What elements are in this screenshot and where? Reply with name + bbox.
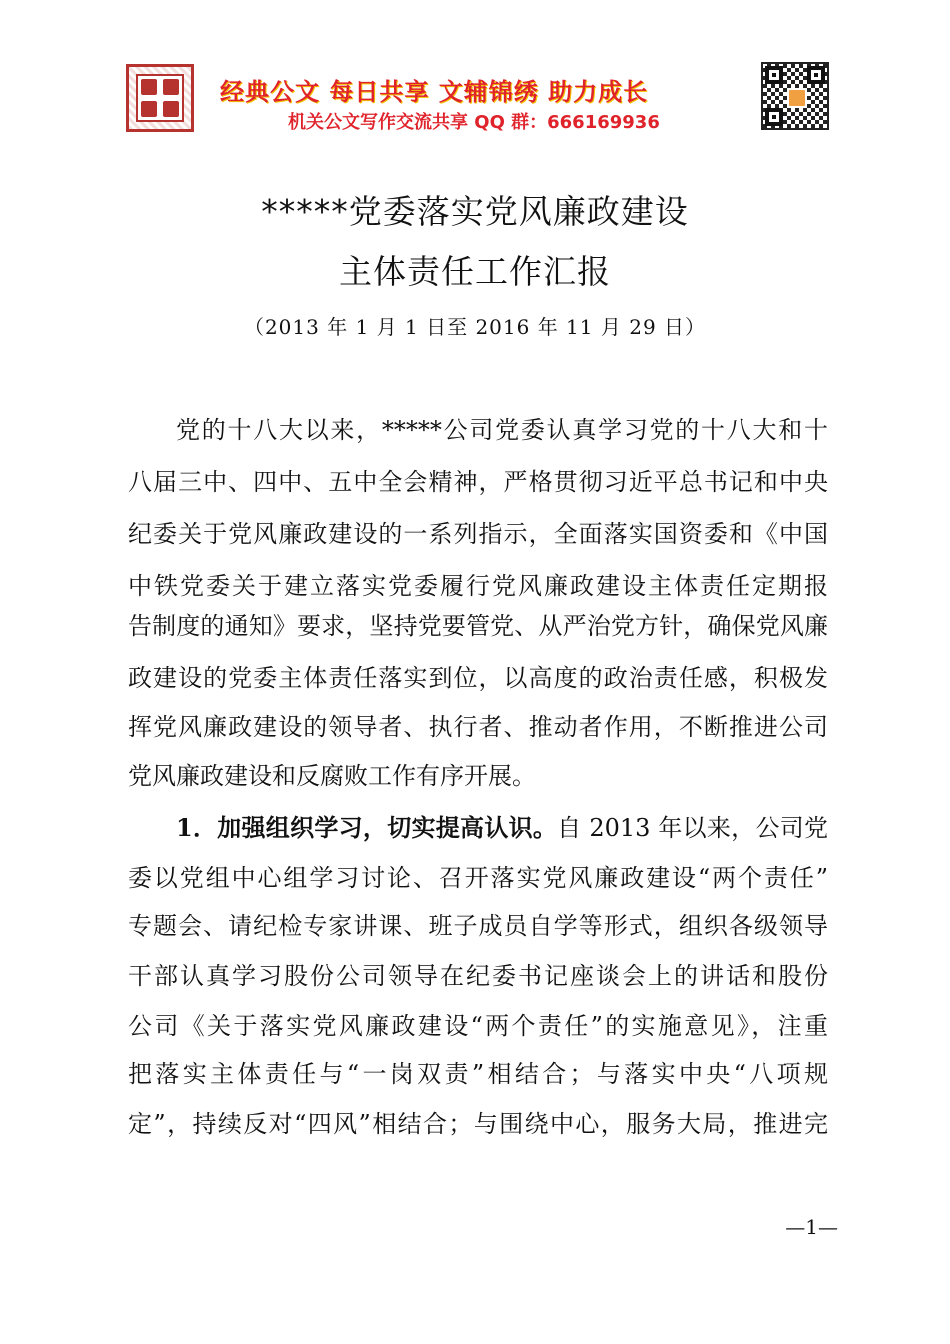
qr-code-icon [761,62,829,130]
document-title-line1: *****党委落实党风廉政建设 [261,192,689,231]
body-line: 公司《关于落实党风廉政建设“两个责任”的实施意见》，注重 [128,1012,828,1040]
seal-logo-icon [126,64,194,132]
section-1-intro: 自 2013 年以来，公司党 [557,814,828,842]
body-line: 中铁党委关于建立落实党委履行党风廉政建设主体责任定期报 [128,572,828,600]
body-line: 挥党风廉政建设的领导者、执行者、推动者作用，不断推进公司 [128,713,828,741]
body-line: 政建设的党委主体责任落实到位，以高度的政治责任感，积极发 [128,664,828,692]
page-number: —1— [785,1215,838,1239]
body-line: 党的十八大以来，*****公司党委认真学习党的十八大和十 [176,416,828,444]
header-slogan: 经典公文 每日共享 文辅锦绣 助力成长 [220,78,649,106]
body-line: 把落实主体责任与“一岗双责”相结合；与落实中央“八项规 [128,1060,828,1088]
section-1-heading: 1．加强组织学习，切实提高认识。 [176,813,558,842]
body-line: 委以党组中心组学习讨论、召开落实党风廉政建设“两个责任” [128,864,828,892]
body-line: 纪委关于党风廉政建设的一系列指示，全面落实国资委和《中国 [128,520,828,548]
section-1-first-line [176,808,828,848]
qq-group-line: 机关公文写作交流共享 QQ 群：666169936 [288,112,660,133]
header-banner [122,58,832,142]
body-line: 党风廉政建设和反腐败工作有序开展。 [128,762,536,790]
body-line: 专题会、请纪检专家讲课、班子成员自学等形式，组织各级领导 [128,912,828,940]
report-period: （2013 年 1 月 1 日至 2016 年 11 月 29 日） [243,315,707,339]
body-line: 告制度的通知》要求，坚持党要管党、从严治党方针，确保党风廉 [128,612,828,640]
document-title-line2: 主体责任工作汇报 [339,252,611,291]
body-line: 定”，持续反对“四风”相结合；与围绕中心，服务大局，推进完 [128,1110,828,1138]
body-line: 八届三中、四中、五中全会精神，严格贯彻习近平总书记和中央 [128,468,828,496]
body-line: 干部认真学习股份公司领导在纪委书记座谈会上的讲话和股份 [128,962,828,990]
